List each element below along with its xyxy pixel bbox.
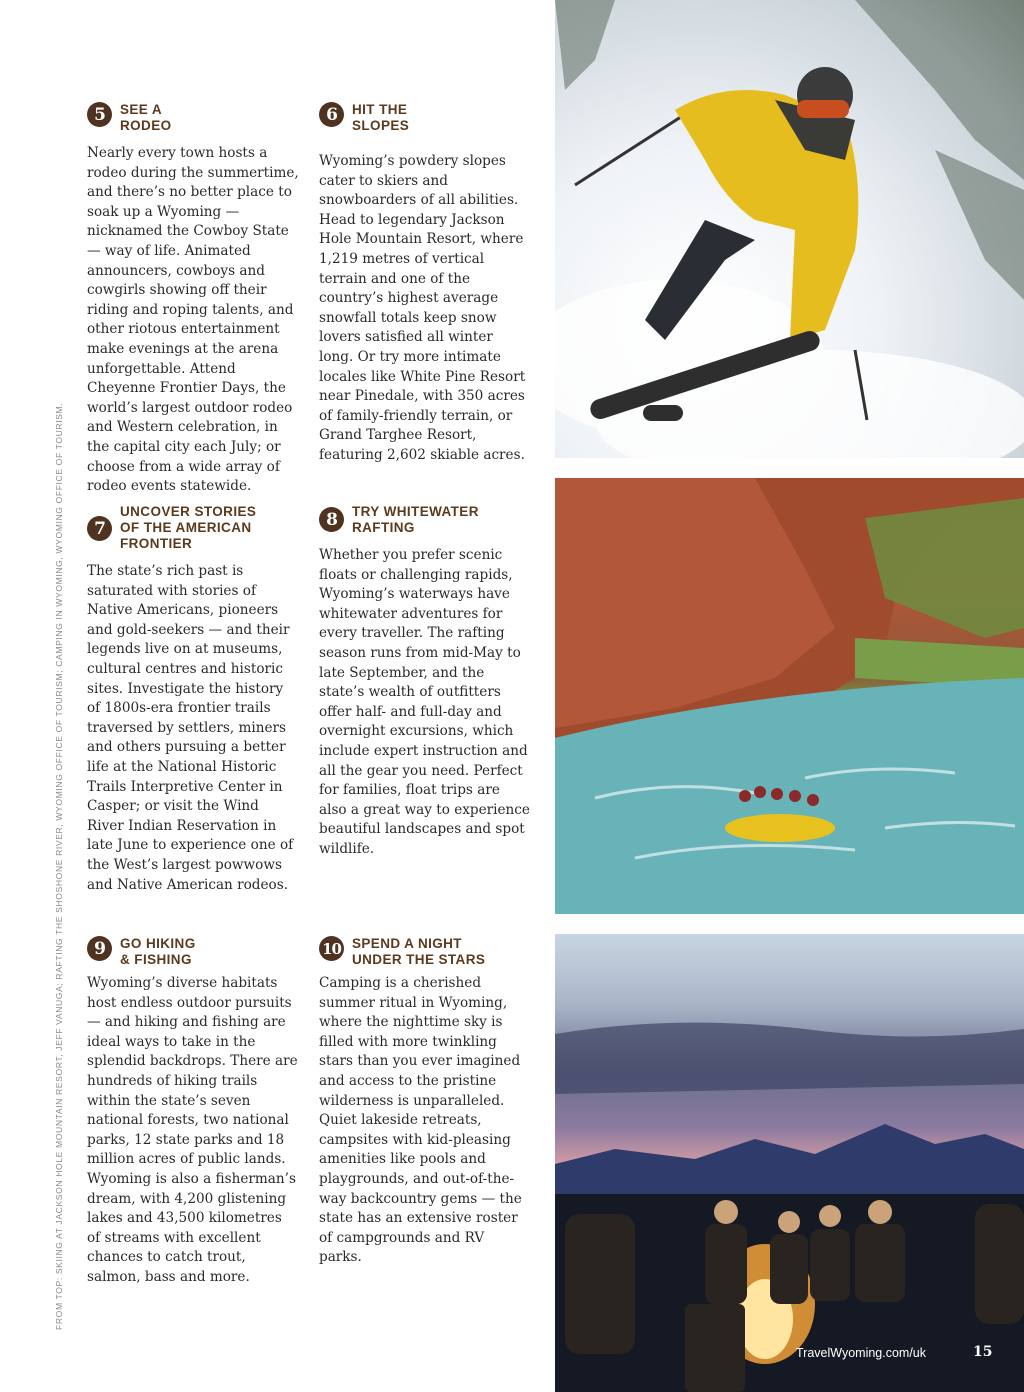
item-title: HIT THE SLOPES	[352, 102, 410, 133]
photo-credit: FROM TOP: SKIING AT JACKSON HOLE MOUNTAIN RESORT, JEFF VANUGA; RAFTING THE SHOSHONE RIVER, WYOMING OFFICE OF TOURISM; CAMPING IN WYOMING, WYOMING OFFICE OF TOURISM.	[54, 402, 64, 1330]
item-title: TRY WHITEWATER RAFTING	[352, 504, 479, 535]
item-header	[319, 102, 531, 134]
item-hiking-fishing	[87, 936, 299, 1288]
item-see-a-rodeo	[87, 102, 299, 497]
rafting-photo	[555, 478, 1024, 914]
item-header	[87, 504, 299, 552]
item-whitewater-rafting	[319, 504, 531, 860]
campfire-photo	[555, 934, 1024, 1392]
item-night-under-stars	[319, 936, 531, 1268]
campfire-illustration	[555, 934, 1024, 1392]
item-body: Wyoming’s powdery slopes cater to skiers and snowboarders of all abilities. Head to legendary Jackson Hole Mountain Resort, where 1,219 metres of vertical terrain and one of the country’s highest average snowfall totals keep snow lovers satisfied all winter long. Or try more intimate locales like White Pine Resort near Pinedale, with 350 acres of family-friendly terrain, or Grand Targhee Resort, featuring 2,602 skiable acres.	[319, 153, 526, 463]
item-title: SPEND A NIGHT UNDER THE STARS	[352, 936, 486, 967]
footer-url[interactable]: TravelWyoming.com/uk	[796, 1346, 927, 1360]
skier-illustration	[555, 0, 1024, 458]
item-header	[319, 936, 531, 968]
item-title: SEE A RODEO	[120, 102, 172, 133]
item-uncover-stories	[87, 504, 299, 895]
item-title: GO HIKING & FISHING	[120, 936, 196, 967]
item-body: Whether you prefer scenic floats or challenging rapids, Wyoming’s waterways have whitewater adventures for every traveller. The rafting season runs from mid-May to late September, and the state’s wealth of outfitters offer half- and full-day and overnight excursions, which include expert instruction and all the gear you need. Perfect for families, float trips are also a great way to experience beautiful landscapes and spot wildlife.	[319, 547, 530, 857]
number-badge: 9	[87, 936, 112, 961]
rafting-illustration	[555, 478, 1024, 914]
number-badge: 7	[87, 516, 112, 541]
item-body: Nearly every town hosts a rodeo during the summertime, and there’s no better place to soak up a Wyoming — nicknamed the Cowboy State — way of life. Animated announcers, cowboys and cowgirls showing off their riding and roping talents, and other riotous entertainment make evenings at the arena unforgettable. Attend Cheyenne Frontier Days, the world’s largest outdoor rodeo and Western celebration, in the capital city each July; or choose from a wide array of rodeo events statewide.	[87, 145, 299, 495]
number-badge: 5	[87, 102, 112, 127]
number-badge: 8	[319, 507, 344, 532]
item-body: The state’s rich past is saturated with stories of Native Americans, pioneers and gold-seekers — and their legends live on at museums, cultural centres and historic sites. Investigate the history of 1800s-era frontier trails traversed by settlers, miners and others pursuing a better life at the National Historic Trails Interpretive Center in Casper; or visit the Wind River Indian Reservation in late June to experience one of the West’s largest powwows and Native American rodeos.	[87, 563, 294, 893]
item-header	[319, 504, 531, 536]
item-title: UNCOVER STORIES OF THE AMERICAN FRONTIER	[120, 504, 257, 551]
page-number: 15	[973, 1344, 993, 1360]
item-header	[87, 102, 299, 134]
item-hit-the-slopes	[319, 102, 531, 466]
item-body: Wyoming’s diverse habitats host endless outdoor pursuits — and hiking and fishing are ideal ways to take in the splendid backdrops. There are hundreds of hiking trails within the state’s seven national forests, two national parks, 12 state parks and 18 million acres of public lands. Wyoming is also a fisherman’s dream, with 4,200 glistening lakes and 43,500 kilometres of streams with excellent chances to catch trout, salmon, bass and more.	[87, 975, 298, 1285]
item-body: Camping is a cherished summer ritual in Wyoming, where the nighttime sky is filled with more twinkling stars than you ever imagined and access to the pristine wilderness is unparalleled. Quiet lakeside retreats, campsites with kid-pleasing amenities like pools and playgrounds, and out-of-the-way backcountry gems — the state has an extensive roster of campgrounds and RV parks.	[319, 975, 522, 1266]
skier-photo	[555, 0, 1024, 458]
number-badge: 10	[319, 936, 344, 961]
number-badge: 6	[319, 102, 344, 127]
item-header	[87, 936, 299, 968]
